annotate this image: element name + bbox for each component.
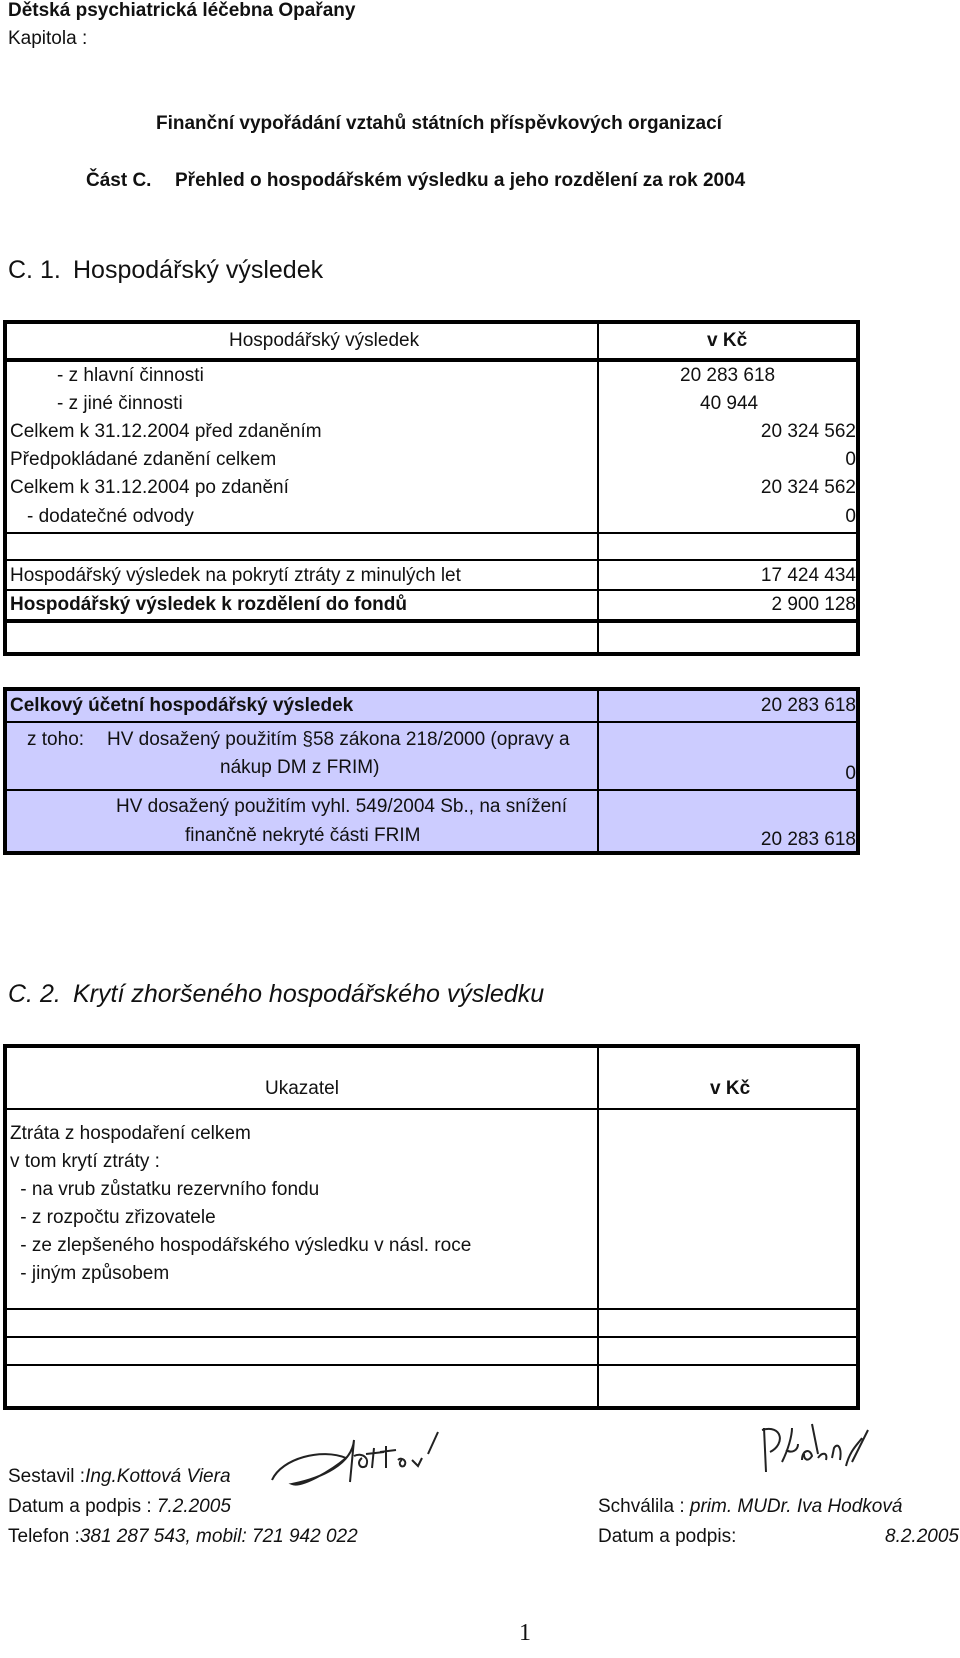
- row-label: Celkem k 31.12.2004 před zdaněním: [10, 421, 322, 442]
- sub1-line1: HV dosažený použitím §58 zákona 218/2000 (opravy a: [107, 729, 570, 750]
- col-head-left: Ukazatel: [265, 1078, 339, 1099]
- approved-date-value: 8.2.2005: [885, 1526, 959, 1547]
- row-label: Hospodářský výsledek k rozdělení do fondů: [10, 594, 407, 615]
- row-label: - jiným způsobem: [15, 1263, 170, 1284]
- section1-number: C. 1.: [8, 256, 61, 284]
- table-row: [7, 591, 856, 619]
- table-row: [7, 1120, 856, 1148]
- date-value: 7.2.2005: [156, 1496, 231, 1517]
- approved-by: [598, 1496, 902, 1518]
- prepared-date: [8, 1496, 231, 1518]
- row-label: - na vrub zůstatku rezervního fondu: [15, 1179, 320, 1200]
- table-row: [7, 502, 856, 532]
- row-label: Ztráta z hospodaření celkem: [10, 1123, 251, 1144]
- row-divider: [7, 532, 856, 534]
- table-row: [7, 1176, 856, 1204]
- part-label: Část C.: [86, 170, 152, 191]
- table-header-row: [7, 1048, 856, 1108]
- row-label: Hospodářský výsledek na pokrytí ztráty z minulých let: [10, 565, 461, 586]
- organization-name: Dětská psychiatrická léčebna Opařany: [8, 0, 356, 21]
- prepared-label: Sestavil :: [8, 1466, 86, 1487]
- total-row: [7, 691, 856, 721]
- table-row: [7, 390, 856, 418]
- row-label: v tom krytí ztráty :: [10, 1151, 160, 1172]
- total-value: 20 283 618: [760, 695, 856, 716]
- col-head-right: v Kč: [707, 330, 748, 351]
- sub1-value: 0: [845, 763, 856, 784]
- section1-title: Hospodářský výsledek: [73, 256, 324, 284]
- table-header-row: [7, 324, 856, 358]
- row-divider: [7, 1364, 856, 1366]
- coverage-table: [3, 1044, 860, 1410]
- document-title: Finanční vypořádání vztahů státních příspěvkových organizací: [156, 113, 722, 134]
- sub-row: [7, 723, 856, 789]
- total-label: Celkový účetní hospodářský výsledek: [10, 695, 354, 716]
- chapter-label: Kapitola :: [8, 28, 88, 49]
- phone-value: 381 287 543, mobil: 721 942 022: [79, 1526, 358, 1547]
- row-divider: [7, 619, 856, 623]
- row-label: - ze zlepšeného hospodářského výsledku v násl. roce: [15, 1235, 472, 1256]
- table-row: [7, 561, 856, 591]
- header-divider: [7, 1108, 856, 1110]
- row-value: 20 283 618: [680, 365, 776, 386]
- table-row: [7, 418, 856, 446]
- row-divider: [7, 1336, 856, 1338]
- table-row: [7, 362, 856, 390]
- approved-name: prim. MUDr. Iva Hodková: [689, 1496, 903, 1517]
- row-divider: [7, 1308, 856, 1310]
- row-value: 0: [845, 449, 856, 470]
- table-row: [7, 474, 856, 502]
- hv-total-table: [3, 687, 860, 855]
- row-label: - z jiné činnosti: [57, 393, 183, 414]
- row-value: 20 324 562: [760, 477, 856, 498]
- sub2-line2: finančně nekryté části FRIM: [185, 825, 421, 846]
- of-which-label: z toho:: [27, 729, 85, 750]
- page-number: 1: [519, 1620, 531, 1646]
- sub-row: [7, 791, 856, 855]
- section2-title: Krytí zhoršeného hospodářského výsledku: [73, 980, 545, 1008]
- row-value: 40 944: [700, 393, 759, 414]
- row-label: - dodatečné odvody: [27, 506, 194, 527]
- phone: [8, 1526, 358, 1548]
- row-value: 20 324 562: [760, 421, 856, 442]
- phone-label: Telefon :: [8, 1526, 80, 1547]
- row-label: Předpokládané zdanění celkem: [10, 449, 277, 470]
- sub2-value: 20 283 618: [760, 829, 856, 850]
- prepared-name: Ing.Kottová Viera: [85, 1466, 231, 1487]
- col-head-left: Hospodářský výsledek: [229, 330, 420, 351]
- approved-label: Schválila :: [598, 1496, 690, 1517]
- prepared-by: [8, 1466, 231, 1488]
- row-value: 0: [845, 506, 856, 527]
- col-head-right: v Kč: [710, 1078, 751, 1099]
- table-row: [7, 1232, 856, 1260]
- sub1-line2: nákup DM z FRIM): [220, 757, 380, 778]
- row-label: - z hlavní činnosti: [57, 365, 204, 386]
- approved-date-label: Datum a podpis:: [598, 1526, 737, 1547]
- row-value: 17 424 434: [760, 565, 856, 586]
- section2-number: C. 2.: [8, 980, 61, 1008]
- hv-table: [3, 320, 860, 656]
- row-label: - z rozpočtu zřizovatele: [15, 1207, 216, 1228]
- part-title: Přehled o hospodářském výsledku a jeho rozdělení za rok 2004: [175, 170, 746, 191]
- row-label: Celkem k 31.12.2004 po zdanění: [10, 477, 289, 498]
- date-label: Datum a podpis :: [8, 1496, 157, 1517]
- sub2-line1: HV dosažený použitím vyhl. 549/2004 Sb., na snížení: [116, 796, 567, 817]
- table-row: [7, 1148, 856, 1176]
- signature-right-icon: [752, 1414, 882, 1494]
- table-row: [7, 446, 856, 474]
- table-row: [7, 1260, 856, 1288]
- table-row: [7, 1204, 856, 1232]
- row-value: 2 900 128: [771, 594, 856, 615]
- signature-left-icon: [262, 1418, 452, 1508]
